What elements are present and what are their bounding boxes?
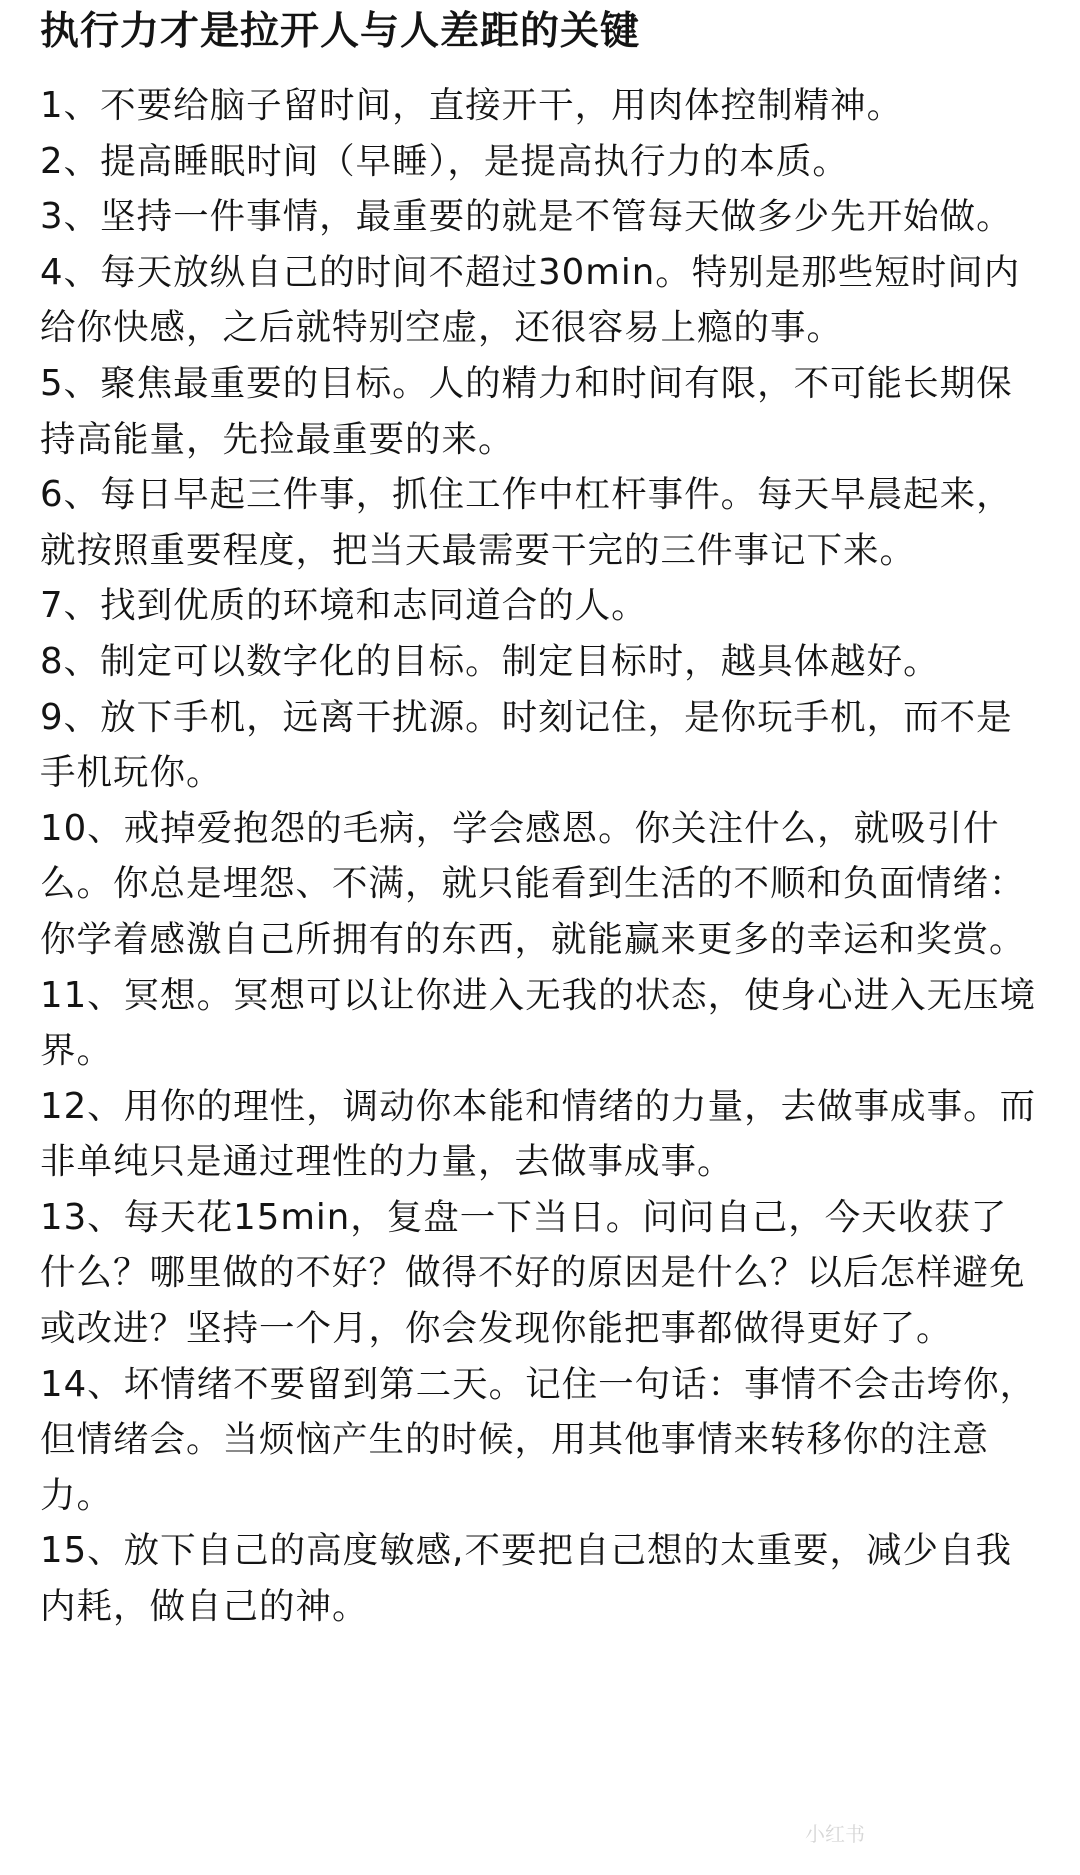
- list-item: 3、坚持一件事情，最重要的就是不管每天做多少先开始做。: [40, 196, 1013, 238]
- tips-list: [40, 78, 1040, 1635]
- list-item: 6、每日早起三件事，抓住工作中杠杆事件。每天早晨起来，就按照重要程度，把当天最需要干完的三件事记下来。: [40, 474, 1013, 571]
- article-title: 执行力才是拉开人与人差距的关键: [40, 9, 641, 54]
- list-item: 12、用你的理性，调动你本能和情绪的力量，去做事成事。而非单纯只是通过理性的力量，去做事成事。: [40, 1085, 1037, 1183]
- list-item: 5、聚焦最重要的目标。人的精力和时间有限，不可能长期保持高能量，先捡最重要的来。: [40, 362, 1013, 460]
- list-item: 11、冥想。冥想可以让你进入无我的状态，使身心进入无压境界。: [40, 974, 1037, 1072]
- list-item: 15、放下自己的高度敏感,不要把自己想的太重要，减少自我内耗，做自己的神。: [40, 1530, 1012, 1628]
- list-item: 1、不要给脑子留时间，直接开干，用肉体控制精神。: [40, 85, 904, 126]
- list-item: 2、提高睡眠时间（早睡），是提高执行力的本质。: [40, 140, 849, 182]
- list-item: 9、放下手机，远离干扰源。时刻记住，是你玩手机，而不是手机玩你。: [40, 696, 1013, 794]
- list-item: 4、每天放纵自己的时间不超过30min。特别是那些短时间内给你快感，之后就特别空虚，还很容易上瘾的事。: [40, 251, 1021, 349]
- watermark: 小红书: [805, 1822, 865, 1846]
- list-item: 14、坏情绪不要留到第二天。记住一句话：事情不会击垮你，但情绪会。当烦恼产生的时候，用其他事情来转移你的注意力。: [40, 1363, 1037, 1516]
- list-item: 7、找到优质的环境和志同道合的人。: [40, 585, 648, 627]
- list-item: 8、制定可以数字化的目标。制定目标时，越具体越好。: [40, 640, 940, 682]
- list-item: 10、戒掉爱抱怨的毛病，学会感恩。你关注什么，就吸引什么。你总是埋怨、不满，就只能看到生活的不顺和负面情绪：你学着感激自己所拥有的东西，就能赢来更多的幸运和奖赏。: [40, 807, 1026, 960]
- list-item: 13、每天花15min，复盘一下当日。问问自己，今天收获了什么？哪里做的不好？做得不好的原因是什么？以后怎样避免或改进？坚持一个月，你会发现你能把事都做得更好了。: [40, 1196, 1026, 1350]
